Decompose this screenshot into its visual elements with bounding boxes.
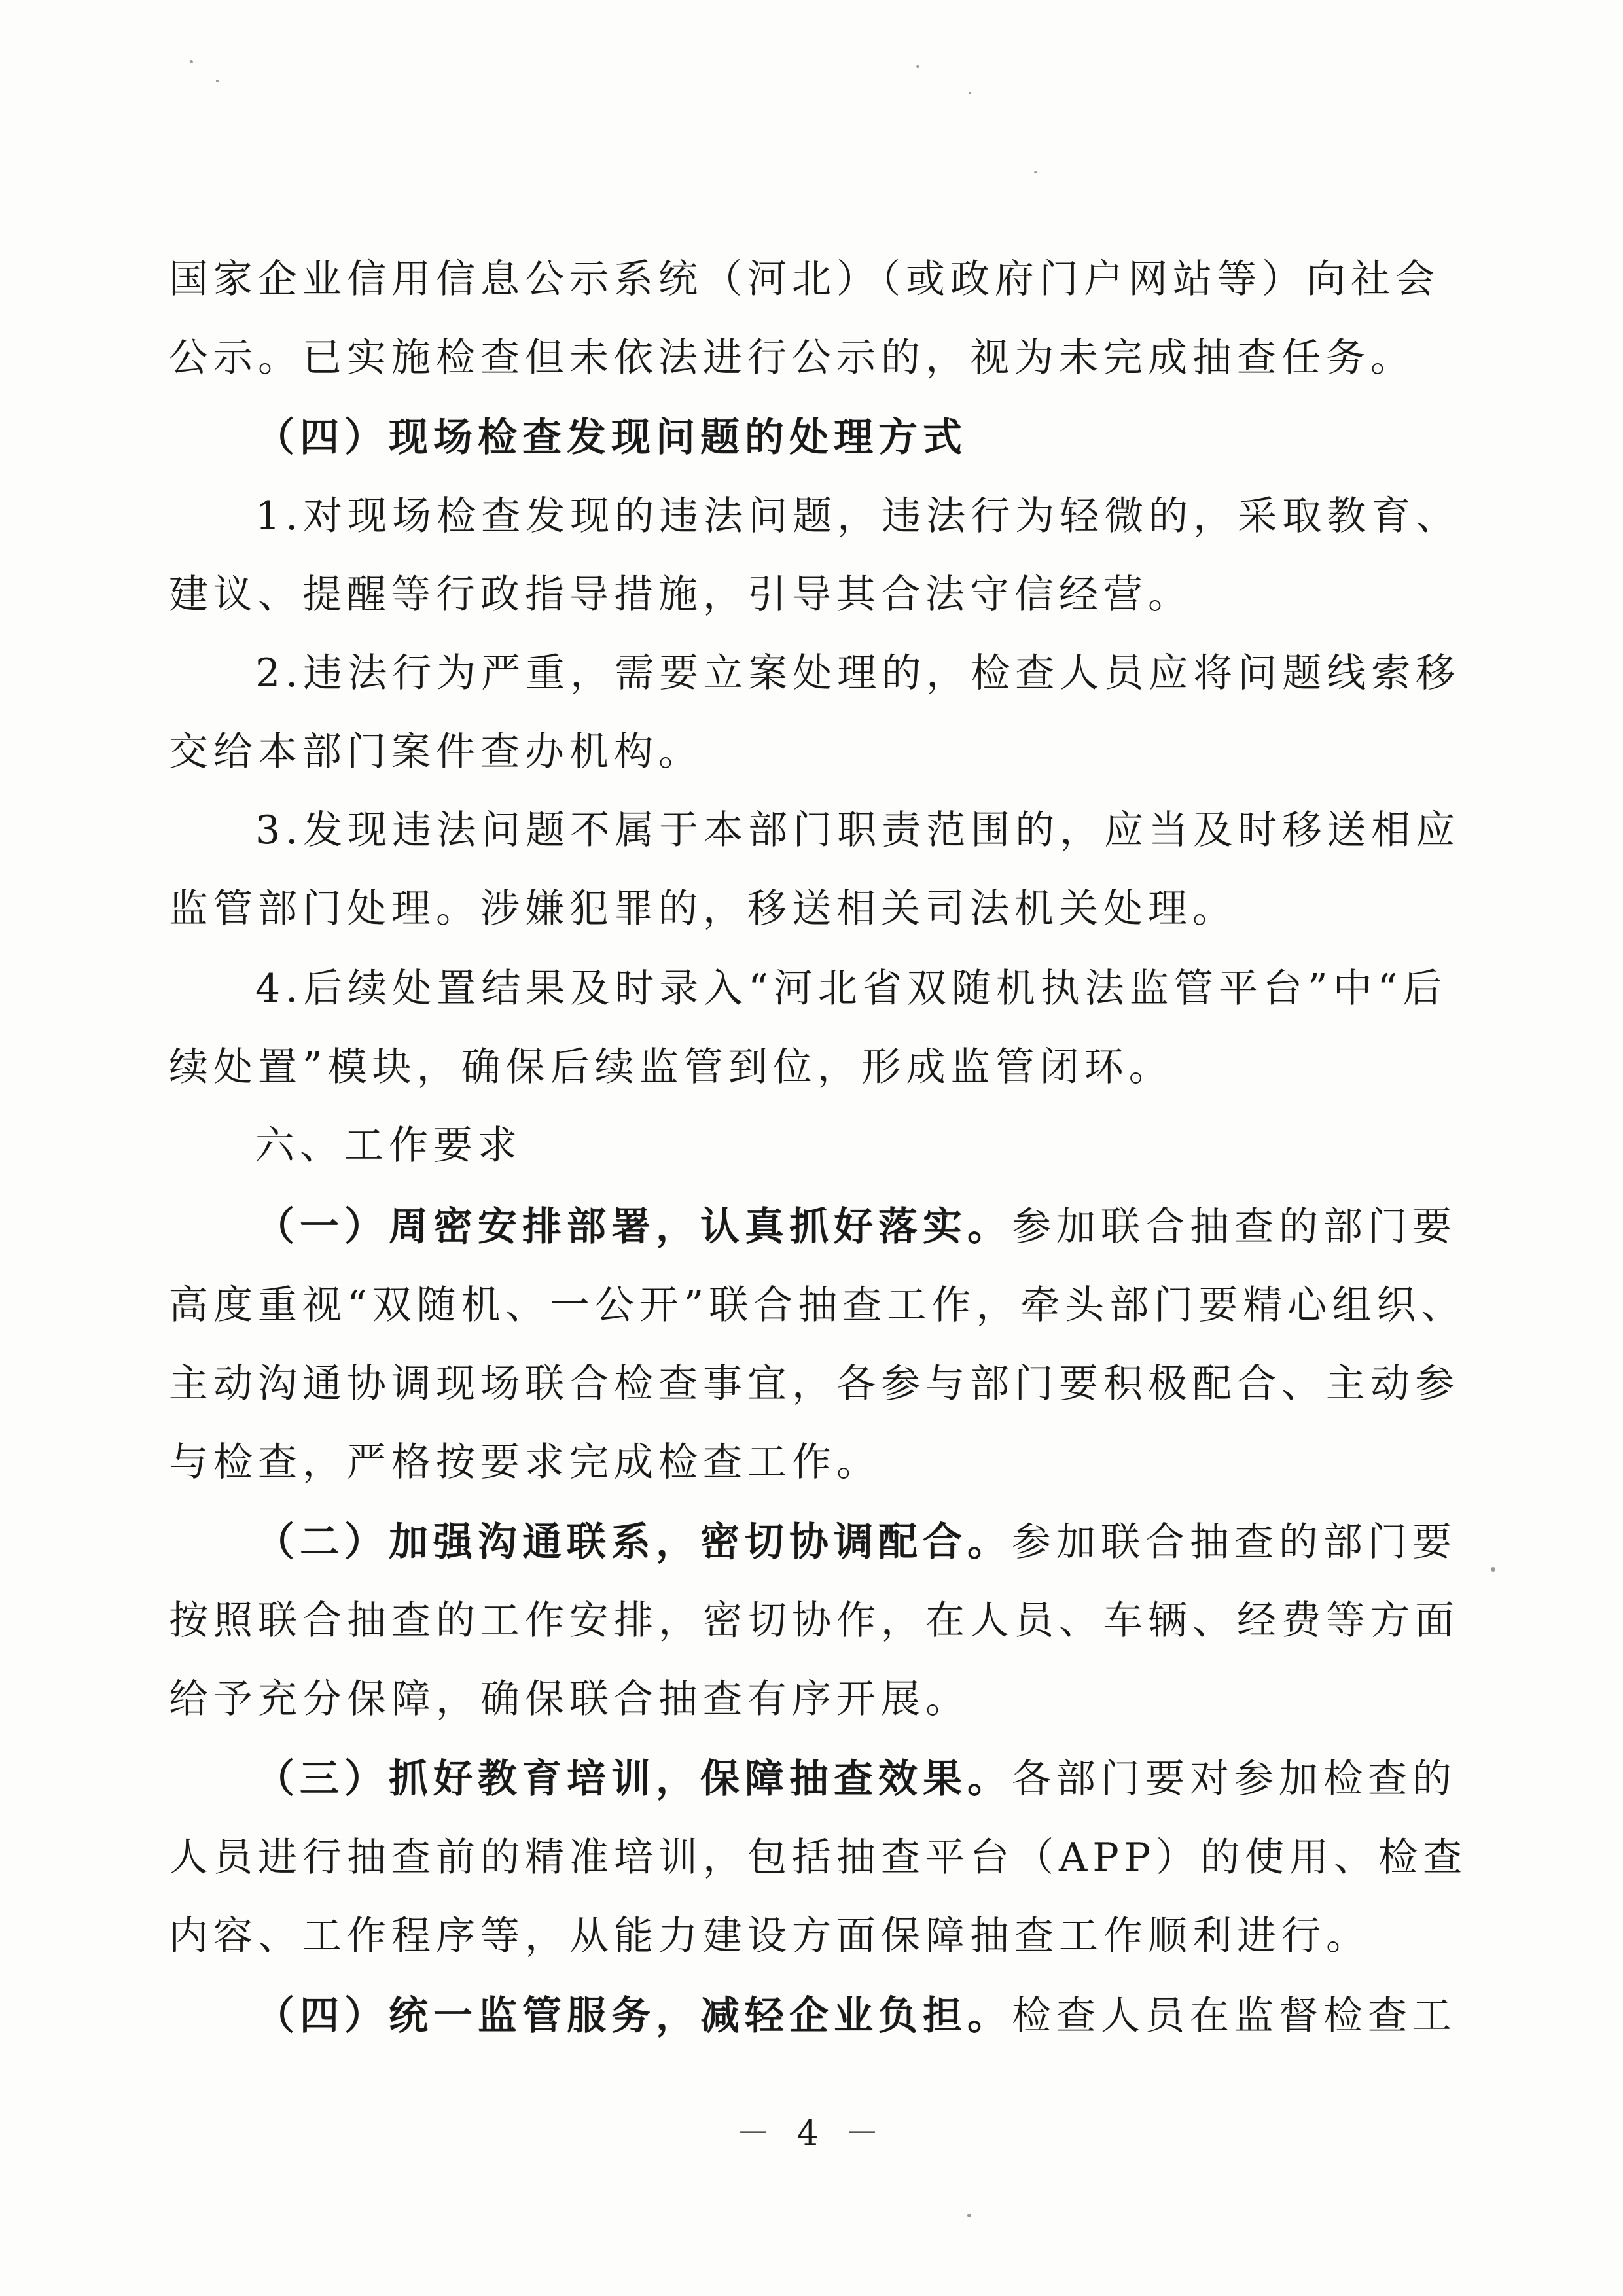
scan-speck [216, 80, 219, 82]
scan-speck [190, 60, 193, 63]
requirement-text: 参加联合抽查的部门要 [1012, 1204, 1457, 1250]
scan-speck [1491, 1567, 1495, 1572]
scan-speck [916, 65, 919, 68]
requirement-title: （一）周密安排部署，认真抓好落实。 [255, 1204, 1012, 1250]
body-line: 人员进行抽查前的精准培训，包括抽查平台（APP）的使用、检查 [169, 1835, 1468, 1881]
body-line: 4.后续处置结果及时录入“河北省双随机执法监管平台”中“后 [255, 966, 1448, 1012]
body-line: 高度重视“双随机、一公开”联合抽查工作，牵头部门要精心组织、 [169, 1282, 1466, 1328]
section-heading: 六、工作要求 [255, 1123, 522, 1169]
requirement-paragraph-first-line [255, 1503, 1457, 1581]
requirement-paragraph-first-line [255, 1188, 1457, 1266]
requirement-paragraph-first-line [255, 1740, 1457, 1818]
scan-speck [969, 92, 971, 94]
body-line: 公示。已实施检查但未依法进行公示的，视为未完成抽查任务。 [169, 335, 1415, 381]
body-line: 给予充分保障，确保联合抽查有序开展。 [169, 1676, 970, 1722]
body-line: 交给本部门案件查办机构。 [169, 729, 703, 775]
page-number: － 4 － [736, 2114, 887, 2153]
body-line: 按照联合抽查的工作安排，密切协作，在人员、车辆、经费等方面 [169, 1598, 1459, 1644]
requirement-title: （三）抓好教育培训，保障抽查效果。 [255, 1756, 1012, 1802]
requirement-title: （四）统一监管服务，减轻企业负担。 [255, 1993, 1012, 2039]
body-line: 主动沟通协调现场联合检查事宜，各参与部门要积极配合、主动参 [169, 1361, 1459, 1407]
requirement-paragraph-first-line [255, 1977, 1457, 2055]
body-line: 监管部门处理。涉嫌犯罪的，移送相关司法机关处理。 [169, 886, 1237, 932]
requirement-text: 检查人员在监督检查工 [1012, 1993, 1457, 2039]
body-line: 与检查，严格按要求完成检查工作。 [169, 1439, 881, 1485]
scan-speck [967, 2214, 971, 2217]
requirement-text: 各部门要对参加检查的 [1012, 1756, 1457, 1802]
body-line: 1.对现场检查发现的违法问题，违法行为轻微的，采取教育、 [255, 493, 1461, 539]
scan-speck [1034, 171, 1037, 173]
body-line: 国家企业信用信息公示系统（河北）（或政府门户网站等）向社会 [169, 256, 1440, 302]
body-line: 建议、提醒等行政指导措施，引导其合法守信经营。 [169, 572, 1192, 618]
section-subheading: （四）现场检查发现问题的处理方式 [255, 415, 967, 461]
body-line: 内容、工作程序等，从能力建设方面保障抽查工作顺利进行。 [169, 1913, 1370, 1959]
body-line: 续处置”模块，确保后续监管到位，形成监管闭环。 [169, 1044, 1173, 1090]
body-line: 3.发现违法问题不属于本部门职责范围的，应当及时移送相应 [255, 807, 1461, 853]
requirement-title: （二）加强沟通联系，密切协调配合。 [255, 1519, 1012, 1565]
requirement-text: 参加联合抽查的部门要 [1012, 1519, 1457, 1565]
body-line: 2.违法行为严重，需要立案处理的，检查人员应将问题线索移 [255, 650, 1461, 696]
